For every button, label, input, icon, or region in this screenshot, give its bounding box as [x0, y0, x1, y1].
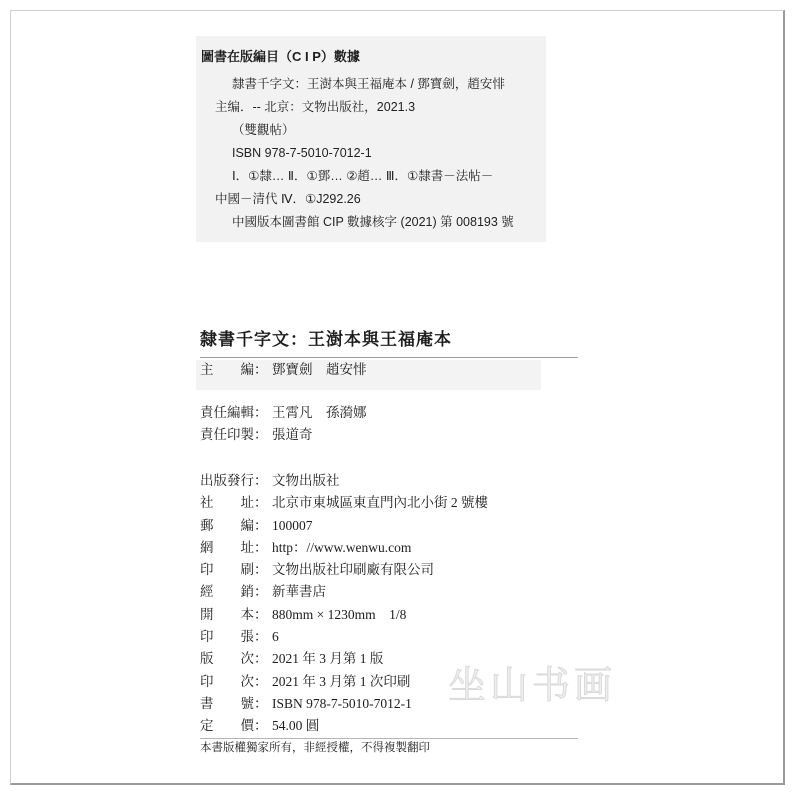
staff-block [200, 402, 367, 447]
imprint-value: ISBN 978-7-5010-7012-1 [272, 695, 412, 711]
staff-row [200, 424, 367, 446]
staff-value: 張道奇 [272, 427, 313, 443]
cip-line: （雙觀帖） [232, 123, 295, 137]
copyright-notice: 本書版權獨家所有，非經授權，不得複製翻印 [200, 742, 430, 754]
imprint-value: http：//www.wenwu.com [272, 539, 412, 555]
watermark: 坐山书画 [448, 665, 617, 707]
cip-heading: 圖書在版編目（C I P）數據 [201, 49, 360, 64]
imprint-label: 印 刷： [200, 562, 268, 578]
imprint-row [200, 470, 488, 492]
imprint-row [200, 648, 488, 670]
imprint-row [200, 715, 488, 737]
imprint-value: 2021 年 3 月第 1 次印刷 [272, 673, 411, 689]
editor-label: 主 編： [200, 362, 268, 377]
imprint-row [200, 604, 488, 626]
imprint-label: 經 銷： [200, 584, 268, 600]
imprint-label: 網 址： [200, 539, 268, 555]
imprint-value: 2021 年 3 月第 1 版 [272, 651, 384, 667]
cip-line: 主编．-- 北京：文物出版社，2021.3 [215, 100, 416, 114]
footer-divider [200, 738, 578, 739]
cip-line: Ⅰ．①隸… Ⅱ．①鄧… ②趙… Ⅲ．①隸書－法帖－ [232, 169, 494, 183]
imprint-value: 北京市東城區東直門內北小街 2 號樓 [272, 495, 488, 511]
imprint-value: 6 [272, 629, 279, 645]
imprint-label: 出版發行： [200, 473, 268, 488]
imprint-value: 新華書店 [272, 584, 326, 600]
cip-line: 中國版本圖書館 CIP 數據核字 (2021) 第 008193 號 [232, 215, 514, 229]
imprint-label: 郵 編： [200, 517, 268, 533]
imprint-value: 880mm × 1230mm 1/8 [272, 606, 407, 622]
cip-line: 隸書千字文：王澍本與王福庵本 / 鄧寶劍，趙安悱 [232, 77, 505, 91]
imprint-row [200, 515, 488, 537]
cip-line: 中國－清代 Ⅳ．①J292.26 [215, 192, 361, 206]
imprint-label: 社 址： [200, 495, 268, 511]
staff-label: 責任編輯： [200, 405, 268, 420]
cip-lines [0, 73, 514, 234]
imprint-value: 文物出版社印刷廠有限公司 [272, 562, 434, 578]
imprint-label: 開 本： [200, 606, 268, 622]
imprint-row [200, 559, 488, 581]
staff-value: 王霄凡 孫漪娜 [272, 405, 367, 420]
staff-label: 責任印製： [200, 427, 268, 443]
imprint-label: 印 次： [200, 673, 268, 689]
staff-row [200, 402, 367, 424]
cip-line: ISBN 978-7-5010-7012-1 [232, 146, 372, 160]
imprint-row [200, 492, 488, 514]
imprint-row [200, 537, 488, 559]
imprint-value: 54.00 圓 [272, 718, 320, 734]
imprint-row [200, 693, 488, 715]
title-divider [200, 357, 578, 358]
editor-row [200, 359, 367, 381]
editor-block [200, 359, 367, 381]
imprint-label: 書 號： [200, 695, 268, 711]
imprint-label: 印 張： [200, 629, 268, 645]
book-title: 隸書千字文：王澍本與王福庵本 [200, 330, 452, 349]
imprint-value: 100007 [272, 517, 313, 533]
imprint-block [200, 470, 488, 738]
imprint-row [200, 671, 488, 693]
imprint-label: 版 次： [200, 651, 268, 667]
imprint-row [200, 626, 488, 648]
imprint-row [200, 581, 488, 603]
editor-value: 鄧寶劍 趙安悱 [272, 362, 367, 377]
imprint-value: 文物出版社 [272, 473, 340, 488]
imprint-label: 定 價： [200, 718, 268, 734]
